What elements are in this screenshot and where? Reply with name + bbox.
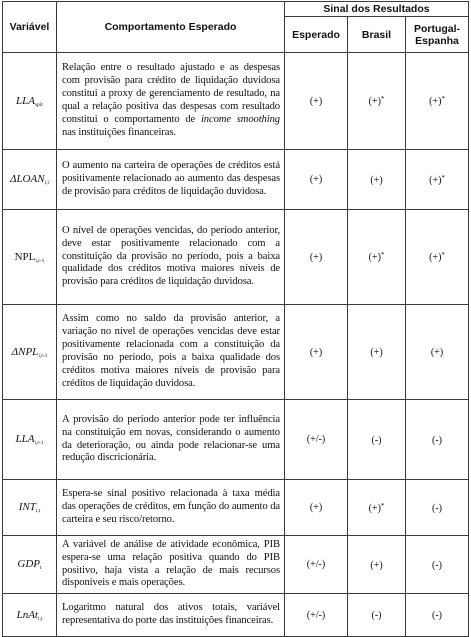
- variable-name: LnAt$_{i,t}$: [3, 594, 57, 637]
- header-portugal-spain: [406, 17, 469, 53]
- signal-brazil: (+)*: [348, 53, 406, 150]
- header-expected-behavior: Comportamento Esperado: [57, 2, 285, 53]
- signal-brazil: (+): [348, 305, 406, 400]
- signal-expected: (+/-): [285, 400, 348, 480]
- header-portugal-line: Portugal-: [413, 22, 461, 35]
- variables-table: [2, 1, 469, 637]
- table-row: [3, 400, 469, 480]
- signal-expected: (+): [285, 480, 348, 536]
- signal-portugal-spain: (+)*: [406, 150, 469, 210]
- table-row: [3, 150, 469, 210]
- signal-portugal-spain: (+): [406, 305, 469, 400]
- behavior-description: Logaritmo natural dos ativos totais, variável representativa do porte das instituições financeiras.: [57, 594, 285, 637]
- signal-portugal-spain: (-): [406, 400, 469, 480]
- table-row: [3, 210, 469, 305]
- variables-table-figure: [2, 1, 468, 633]
- signal-portugal-spain: (-): [406, 594, 469, 637]
- signal-expected: (+): [285, 210, 348, 305]
- header-brazil: Brasil: [348, 17, 406, 53]
- signal-portugal-spain: (+)*: [406, 53, 469, 150]
- signal-expected: (+): [285, 150, 348, 210]
- header-spain-line: Espanha: [415, 34, 459, 47]
- variable-name: $NPL_{i,t-1}$: [3, 210, 57, 305]
- signal-brazil: (+)*: [348, 210, 406, 305]
- table-row: [3, 480, 469, 536]
- signal-brazil: (+): [348, 536, 406, 594]
- behavior-description: Relação entre o resultado ajustado e as despesas com provisão para crédito de liquidação duvidosa constitui a proxy de gerenciamento de resultado, na qual a relação positiva das despesas com resultado constitui o comportamento de income smoothing nas instituições financeiras.: [57, 53, 285, 150]
- behavior-description: O nível de operações vencidas, do período anterior, deve estar positivamente relacionado com a constituição da provisão no período, pois a baixa qualidade dos créditos motiva maiores níveis de provisão para créditos de liquidação duvidosa.: [57, 210, 285, 305]
- header-results-signal: Sinal dos Resultados: [285, 2, 469, 17]
- signal-brazil: (+): [348, 150, 406, 210]
- variable-name: $\Delta NPL_{i,t-1}$: [3, 305, 57, 400]
- variable-name: $LLA_{i,t-1}$: [3, 400, 57, 480]
- signal-brazil: (-): [348, 594, 406, 637]
- variable-name: $LLA_{spit}$: [3, 53, 57, 150]
- variable-name: $\Delta LOAN_{i,t}$: [3, 150, 57, 210]
- behavior-description: Espera-se sinal positivo relacionada à taxa média das operações de créditos, em função do aumento da carteira e seu risco/retorno.: [57, 480, 285, 536]
- table-row: [3, 594, 469, 637]
- header-variable: Variável: [3, 2, 57, 53]
- table-row: [3, 53, 469, 150]
- signal-expected: (+/-): [285, 536, 348, 594]
- signal-portugal-spain: (+)*: [406, 210, 469, 305]
- signal-brazil: (-): [348, 400, 406, 480]
- behavior-description: A variável de análise de atividade econômica, PIB espera-se uma relação positiva quando do PIB positivo, haja vista a relação de mais recursos disponíveis e mais operações.: [57, 536, 285, 594]
- signal-brazil: (+)*: [348, 480, 406, 536]
- variable-name: $GDP_t$: [3, 536, 57, 594]
- signal-portugal-spain: (-): [406, 536, 469, 594]
- behavior-description: O aumento na carteira de operações de créditos está positivamente relacionado ao aumento das despesas de provisão para créditos de liquidação duvidosa.: [57, 150, 285, 210]
- header-expected: Esperado: [285, 17, 348, 53]
- table-row: [3, 536, 469, 594]
- table-row: [3, 305, 469, 400]
- signal-expected: (+/-): [285, 594, 348, 637]
- variable-name: $INT_{i,t}$: [3, 480, 57, 536]
- signal-portugal-spain: (-): [406, 480, 469, 536]
- signal-expected: (+): [285, 305, 348, 400]
- behavior-description: A provisão do período anterior pode ter influência na constituição em novas, considerando o aumento da deterioração, ou ainda pode relacionar-se uma redução discricionária.: [57, 400, 285, 480]
- behavior-description: Assim como no saldo da provisão anterior, a variação no nível de operações vencidas deve estar positivamente relacionada com a constituição da provisão no período, pois a baixa qualidade dos créditos motiva maiores níveis de provisão para créditos de liquidação duvidosa.: [57, 305, 285, 400]
- signal-expected: (+): [285, 53, 348, 150]
